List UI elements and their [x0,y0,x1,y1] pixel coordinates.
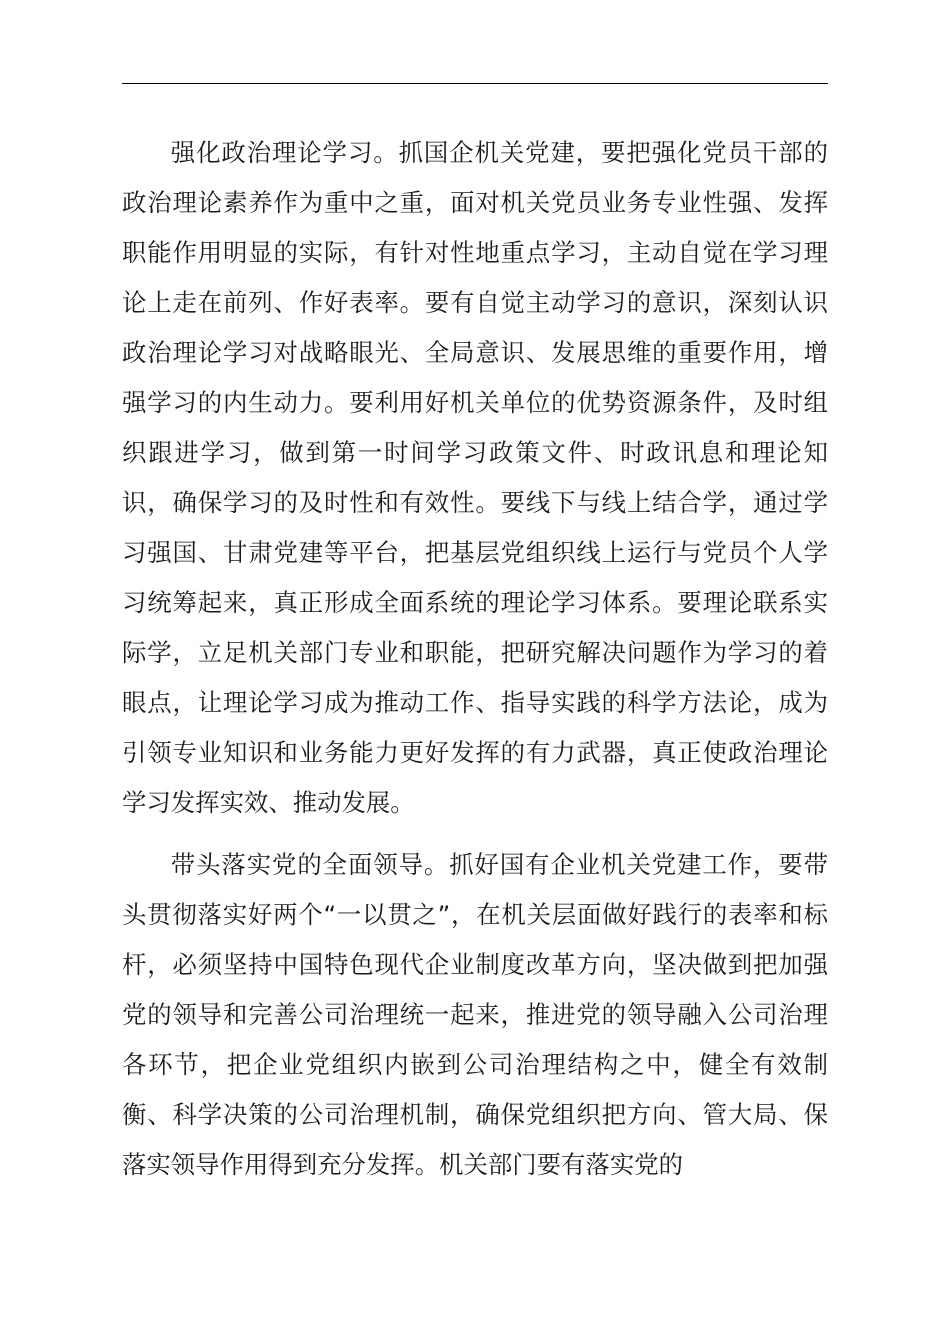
header-rule [122,83,828,84]
document-body [122,128,828,1202]
paragraph-political-theory-study: 强化政治理论学习。抓国企机关党建，要把强化党员干部的政治理论素养作为重中之重，面对机关党员业务专业性强、发挥职能作用明显的实际，有针对性地重点学习，主动自觉在学习理论上走在前列、作好表率。要有自觉主动学习的意识，深刻认识政治理论学习对战略眼光、全局意识、发展思维的重要作用，增强学习的内生动力。要利用好机关单位的优势资源条件，及时组织跟进学习，做到第一时间学习政策文件、时政讯息和理论知识，确保学习的及时性和有效性。要线下与线上结合学，通过学习强国、甘肃党建等平台，把基层党组织线上运行与党员个人学习统筹起来，真正形成全面系统的理论学习体系。要理论联系实际学，立足机关部门专业和职能，把研究解决问题作为学习的着眼点，让理论学习成为推动工作、指导实践的科学方法论，成为引领专业知识和业务能力更好发挥的有力武器，真正使政治理论学习发挥实效、推动发展。 [122,138,828,817]
paragraph-party-leadership: 带头落实党的全面领导。抓好国有企业机关党建工作，要带头贯彻落实好两个“一以贯之”，在机关层面做好践行的表率和标杆，必须坚持中国特色现代企业制度改革方向，坚决做到把加强党的领导和完善公司治理统一起来，推进党的领导融入公司治理各环节，把企业党组织内嵌到公司治理结构之中，健全有效制衡、科学决策的公司治理机制，确保党组织把方向、管大局、保落实领导作用得到充分发挥。机关部门要有落实党的 [122,850,828,1179]
